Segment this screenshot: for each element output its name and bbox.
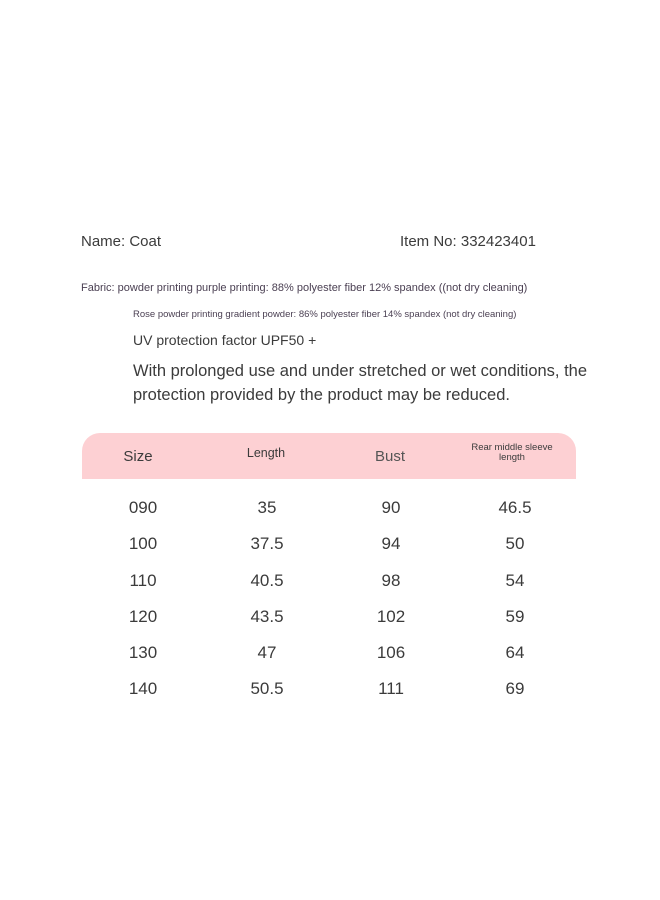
cell-sleeve-length: 69 [505, 679, 525, 699]
cell-bust: 106 [376, 643, 406, 663]
column-header-bust: Bust [374, 447, 405, 465]
cell-bust: 102 [376, 606, 406, 626]
cell-length: 40.5 [250, 570, 284, 590]
cell-sleeve-length: 50 [505, 534, 525, 554]
product-name: Name: Coat [81, 233, 162, 250]
cell-length: 37.5 [250, 534, 284, 554]
cell-size: 130 [128, 643, 158, 663]
table-row [82, 490, 576, 526]
fabric-composition: Fabric: powder printing purple printing: 88% polyester fiber 12% spandex ((not dry cleaning) [81, 282, 528, 294]
cell-sleeve-length: 59 [505, 606, 525, 626]
cell-size: 120 [128, 606, 158, 626]
cell-size: 090 [128, 498, 158, 517]
table-row [82, 599, 576, 635]
cell-length: 47 [257, 643, 277, 663]
cell-size: 100 [128, 534, 158, 554]
table-row [82, 671, 576, 707]
cell-bust: 94 [381, 534, 401, 554]
table-row [82, 563, 576, 599]
column-header-size: Size [123, 447, 153, 465]
rose-composition: Rose powder printing gradient powder: 86% polyester fiber 14% spandex (not dry cleaning) [133, 309, 517, 320]
cell-length: 43.5 [250, 606, 284, 626]
table-row [82, 635, 576, 671]
column-header-length: Length [246, 446, 286, 460]
cell-sleeve-length: 54 [505, 570, 525, 590]
cell-length: 50.5 [250, 679, 284, 699]
protection-warning: With prolonged use and under stretched or wet conditions, the protection provided by the product may be reduced. [133, 362, 588, 404]
uv-protection: UV protection factor UPF50 + [133, 332, 317, 348]
cell-size: 110 [129, 570, 157, 590]
cell-bust: 90 [381, 498, 401, 517]
cell-bust: 111 [378, 679, 404, 699]
size-table-header [82, 433, 576, 479]
size-table-body [82, 490, 576, 708]
cell-bust: 98 [381, 570, 401, 590]
cell-sleeve-length: 46.5 [498, 498, 532, 517]
cell-length: 35 [257, 498, 277, 517]
column-header-sleeve-length: Rear middle sleeve length [471, 442, 553, 463]
table-row [82, 526, 576, 562]
cell-size: 140 [128, 679, 158, 699]
item-number: Item No: 332423401 [400, 233, 536, 250]
cell-sleeve-length: 64 [505, 643, 525, 663]
